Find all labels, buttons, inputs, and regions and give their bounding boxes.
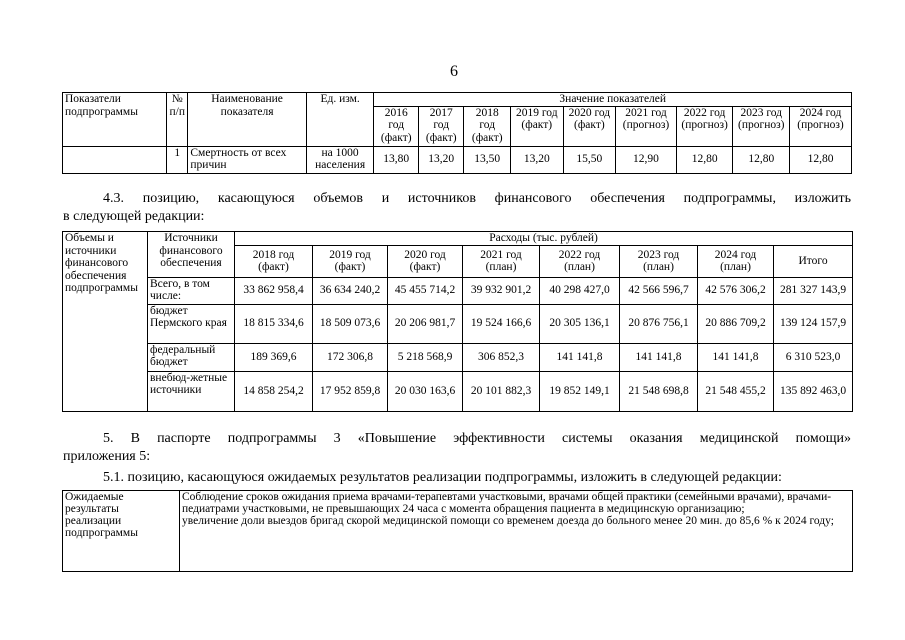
expected-result-item: Соблюдение сроков ожидания приема врачами-терапевтами участковыми, врачами общей практики (семейными врачами), врачами-педиатрами участковыми, не превышающих 24 часа с момента обращения пациента в медицинскую организацию; <box>182 491 832 515</box>
year-header: 2018 год (факт) <box>464 106 511 146</box>
amount-cell: 39 932 901,2 <box>463 277 540 304</box>
amount-cell: 20 876 756,1 <box>620 304 698 343</box>
expected-results-label: Ожидаемые результаты реализации подпрограммы <box>63 491 180 572</box>
amount-cell: 6 310 523,0 <box>774 343 853 371</box>
values-header: Значение показателей <box>374 93 852 107</box>
row-unit: на 1000 населения <box>306 146 374 173</box>
amount-cell: 19 852 149,1 <box>540 371 620 411</box>
amount-cell: 20 101 882,3 <box>463 371 540 411</box>
indicators-cell <box>63 146 167 173</box>
amount-cell: 18 815 334,6 <box>235 304 313 343</box>
value-cell: 13,50 <box>464 146 511 173</box>
value-cell: 12,80 <box>790 146 852 173</box>
row-name: Смертность от всех причин <box>188 146 306 173</box>
value-cell: 13,80 <box>374 146 419 173</box>
sources-header: Источники финансового обеспечения <box>148 232 235 278</box>
amount-cell: 20 305 136,1 <box>540 304 620 343</box>
amount-cell: 20 206 981,7 <box>388 304 463 343</box>
year-header: 2019 год (факт) <box>313 245 388 277</box>
indicators-table <box>62 92 852 174</box>
amount-cell: 141 141,8 <box>620 343 698 371</box>
amount-cell: 21 548 698,8 <box>620 371 698 411</box>
amount-cell: 20 886 709,2 <box>698 304 774 343</box>
amount-cell: 18 509 073,6 <box>313 304 388 343</box>
amount-cell: 21 548 455,2 <box>698 371 774 411</box>
year-header: 2023 год (план) <box>620 245 698 277</box>
year-header: 2020 год (факт) <box>388 245 463 277</box>
paragraph-5-line1: 5. В паспорте подпрограммы 3 «Повышение эффективности системы оказания медицинской помощи» <box>103 431 851 446</box>
source-label: бюджет Пермского края <box>148 304 235 343</box>
year-header: 2016 год (факт) <box>374 106 419 146</box>
page-number: 6 <box>450 63 458 80</box>
paragraph-4-3-line1: 4.3. позицию, касающуюся объемов и источников финансового обеспечения подпрограммы, изложить <box>103 191 851 206</box>
amount-cell: 141 141,8 <box>540 343 620 371</box>
value-cell: 12,80 <box>676 146 733 173</box>
amount-cell: 20 030 163,6 <box>388 371 463 411</box>
year-header: 2024 год (план) <box>698 245 774 277</box>
year-header: 2022 год (прогноз) <box>676 106 733 146</box>
paragraph-4-3-line2: в следующей редакции: <box>63 209 205 224</box>
amount-cell: 19 524 166,6 <box>463 304 540 343</box>
amount-cell: 17 952 859,8 <box>313 371 388 411</box>
amount-cell: 172 306,8 <box>313 343 388 371</box>
year-header: 2022 год (план) <box>540 245 620 277</box>
year-header: 2019 год (факт) <box>510 106 563 146</box>
value-cell: 13,20 <box>510 146 563 173</box>
name-header: Наименование показателя <box>188 93 306 147</box>
value-cell: 15,50 <box>563 146 616 173</box>
amount-cell: 40 298 427,0 <box>540 277 620 304</box>
amount-cell: 135 892 463,0 <box>774 371 853 411</box>
value-cell: 12,80 <box>733 146 790 173</box>
value-cell: 13,20 <box>418 146 464 173</box>
amount-cell: 36 634 240,2 <box>313 277 388 304</box>
expenses-header: Расходы (тыс. рублей) <box>235 232 853 246</box>
amount-cell: 33 862 958,4 <box>235 277 313 304</box>
amount-cell: 141 141,8 <box>698 343 774 371</box>
expected-results-table <box>62 490 853 572</box>
amount-cell: 42 576 306,2 <box>698 277 774 304</box>
amount-cell: 306 852,3 <box>463 343 540 371</box>
indicators-header: Показатели подпрограммы <box>63 93 167 147</box>
amount-cell: 5 218 568,9 <box>388 343 463 371</box>
year-header: 2017 год (факт) <box>418 106 464 146</box>
number-header: № п/п <box>167 93 188 147</box>
expected-results-text <box>180 491 853 572</box>
source-label: Всего, в том числе: <box>148 277 235 304</box>
paragraph-5-line2: приложения 5: <box>63 449 151 464</box>
amount-cell: 281 327 143,9 <box>774 277 853 304</box>
amount-cell: 189 369,6 <box>235 343 313 371</box>
unit-header: Ед. изм. <box>306 93 374 147</box>
financing-table <box>62 231 853 412</box>
value-cell: 12,90 <box>616 146 677 173</box>
amount-cell: 139 124 157,9 <box>774 304 853 343</box>
expected-result-item: увеличение доли выездов бригад скорой медицинской помощи со временем доезда до больного менее 20 мин. до 85,6 % к 2024 году; <box>182 515 834 527</box>
total-header: Итого <box>774 245 853 277</box>
volumes-header: Объемы и источники финансового обеспечения подпрограммы <box>63 232 148 412</box>
year-header: 2018 год (факт) <box>235 245 313 277</box>
year-header: 2020 год (факт) <box>563 106 616 146</box>
amount-cell: 42 566 596,7 <box>620 277 698 304</box>
year-header: 2021 год (прогноз) <box>616 106 677 146</box>
year-header: 2021 год (план) <box>463 245 540 277</box>
source-label: внебюд-жетные источники <box>148 371 235 411</box>
row-number: 1 <box>167 146 188 173</box>
paragraph-5-1: 5.1. позицию, касающуюся ожидаемых результатов реализации подпрограммы, изложить в следующей редакции: <box>103 470 782 485</box>
source-label: федеральный бюджет <box>148 343 235 371</box>
year-header: 2024 год (прогноз) <box>790 106 852 146</box>
amount-cell: 14 858 254,2 <box>235 371 313 411</box>
year-header: 2023 год (прогноз) <box>733 106 790 146</box>
amount-cell: 45 455 714,2 <box>388 277 463 304</box>
